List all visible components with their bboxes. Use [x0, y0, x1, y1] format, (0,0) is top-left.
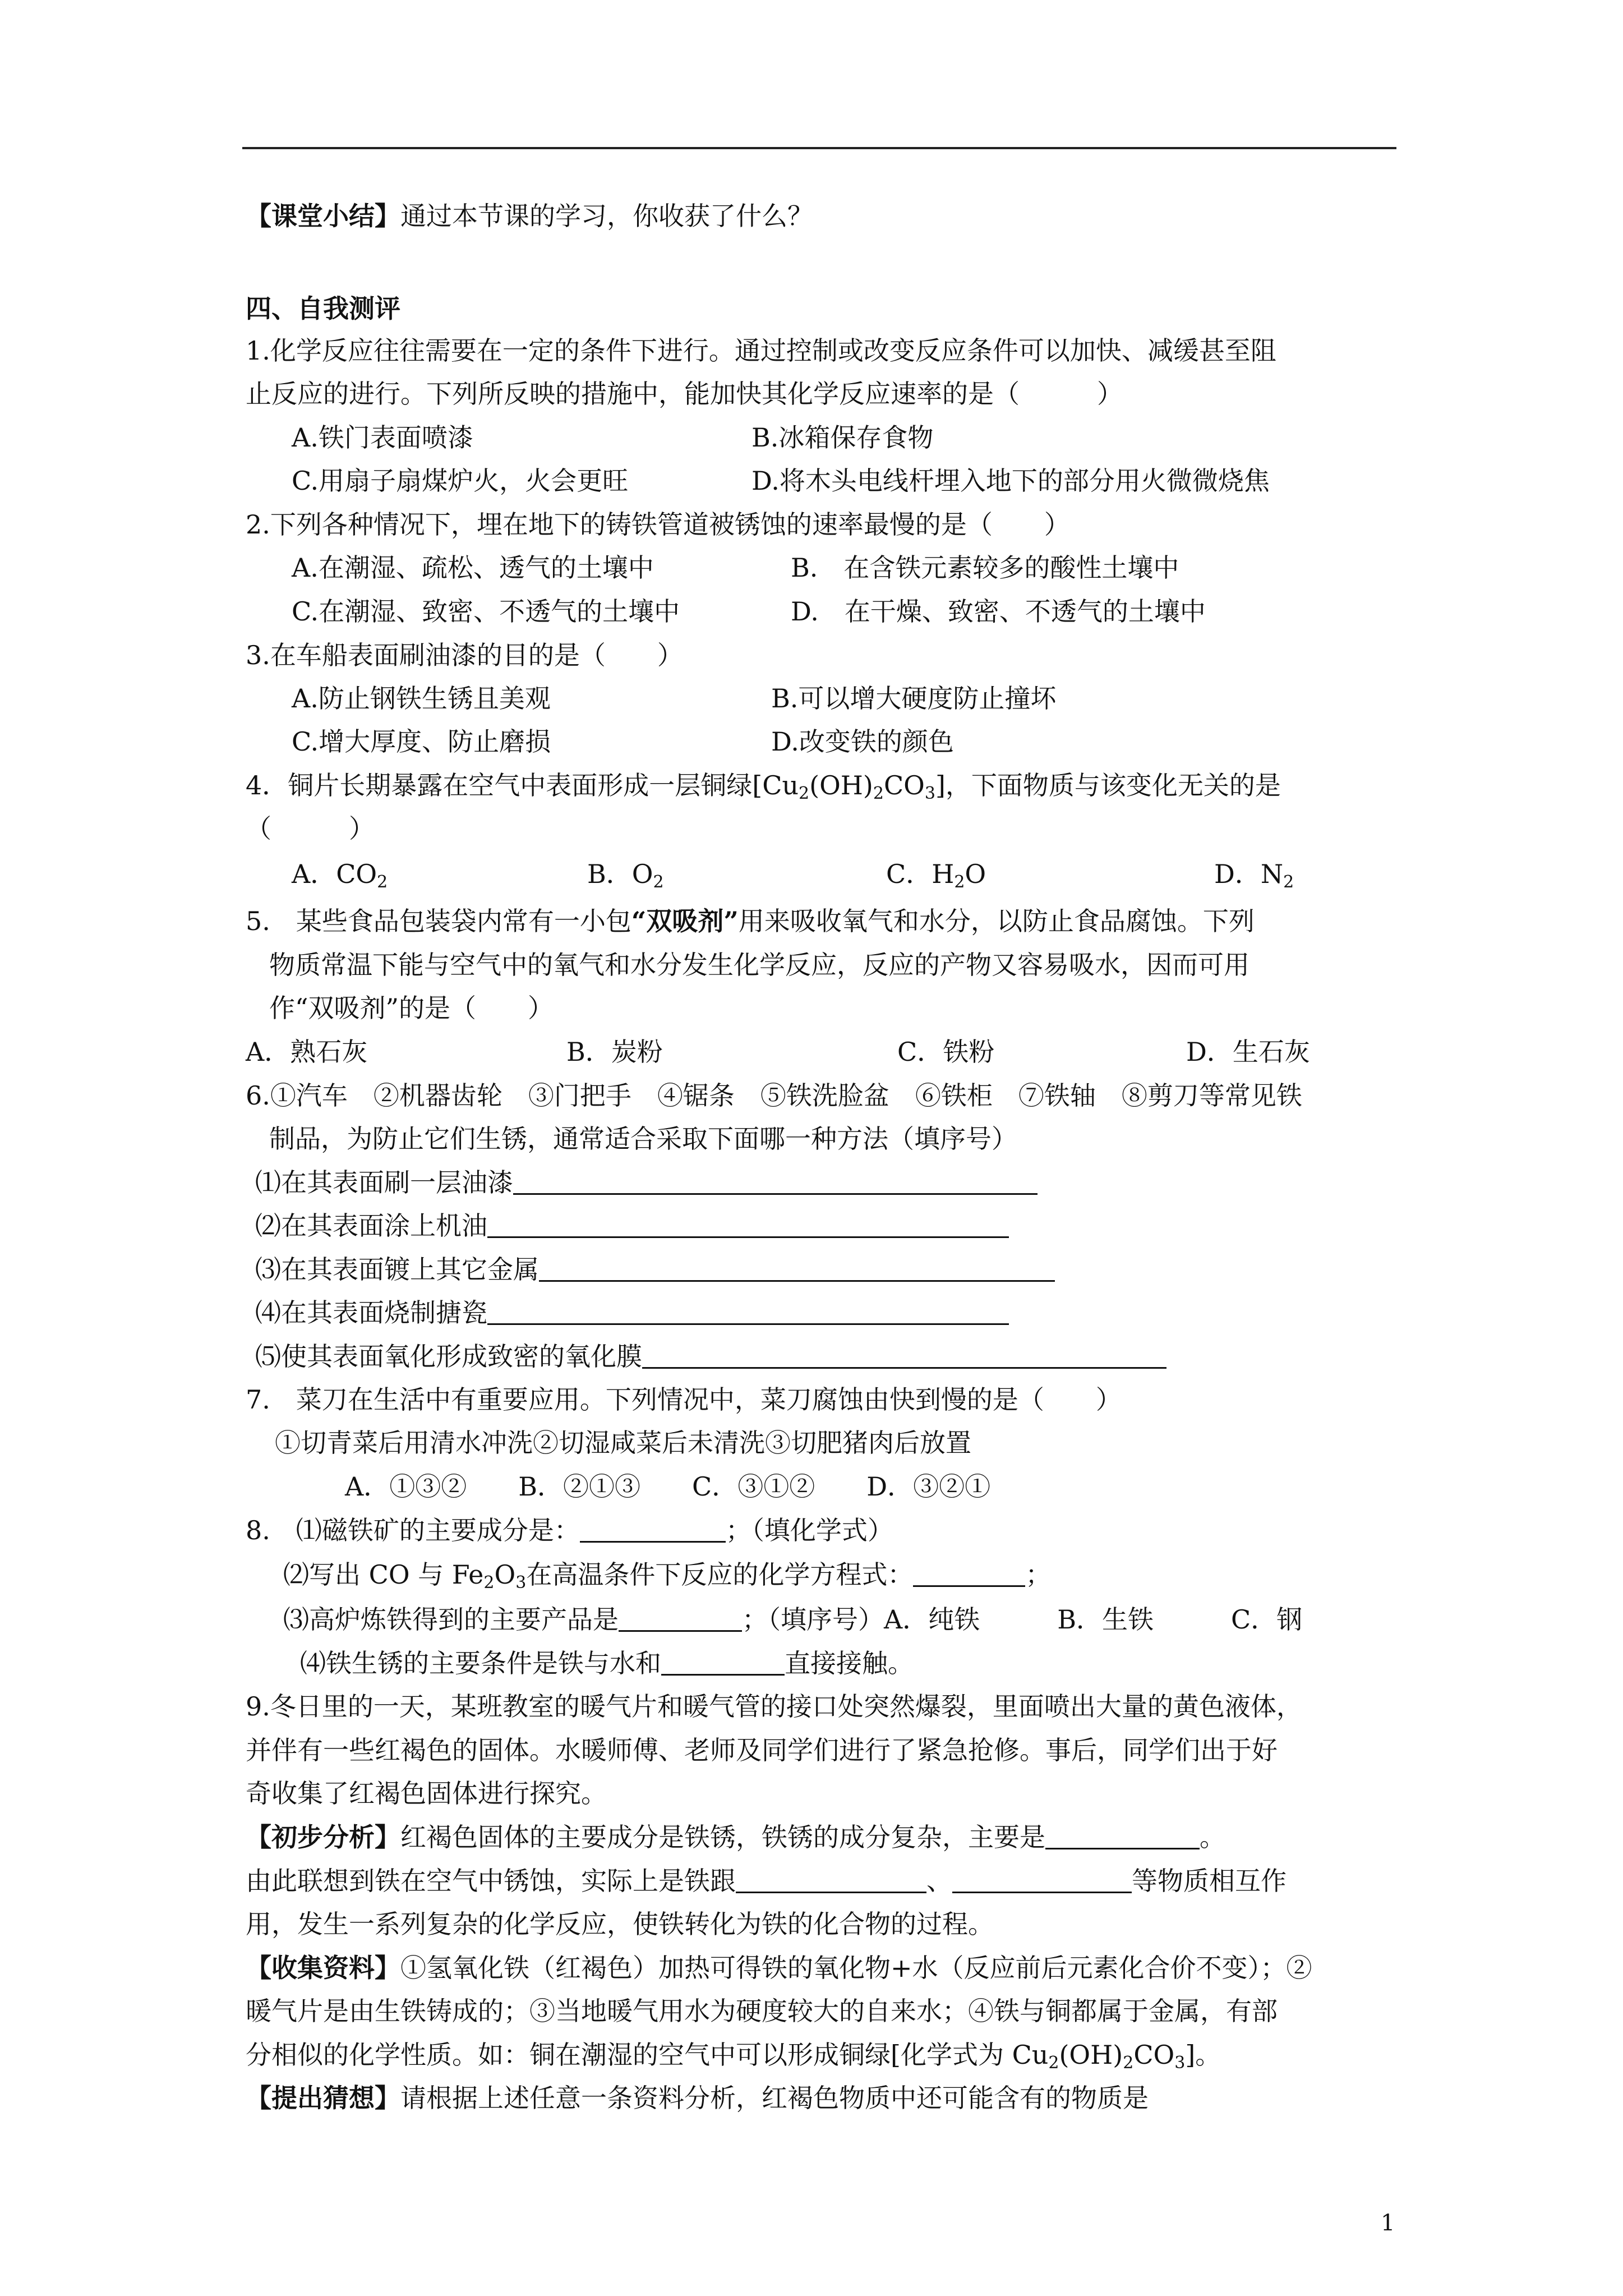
q8-sub3-post: ；（填序号）A．纯铁 B．生铁 C．钢: [742, 1604, 1303, 1635]
q8-sub2-blank[interactable]: [913, 1561, 1025, 1587]
q1-option-a: A.铁门表面喷漆: [292, 422, 473, 453]
q9-hypothesis: [246, 2081, 1149, 2115]
q9-infer-post: 等物质相互作: [1132, 1866, 1287, 1896]
q8-sub4-blank[interactable]: [661, 1649, 785, 1676]
q4-b-text: B．O: [587, 859, 653, 889]
q8-sub1-post: ；（填化学式）: [725, 1515, 893, 1545]
q5-line3: 作“双吸剂”的是（ ）: [269, 993, 554, 1023]
q1-option-b: B.冰箱保存食物: [751, 422, 934, 453]
q4-d-text: D．N: [1214, 859, 1284, 889]
q9-analysis-tag: 【初步分析】: [246, 1822, 400, 1852]
q6-sub1-text: ⑴在其表面刷一层油漆: [255, 1167, 513, 1198]
q9-sub-c: 3: [1174, 2053, 1186, 2073]
q6-sub1-blank[interactable]: [513, 1168, 1038, 1195]
q9-infer-text: 由此联想到铁在空气中锈蚀，实际上是铁跟: [246, 1866, 736, 1896]
q9-analysis-end: 。: [1200, 1822, 1225, 1852]
q8-sub2-sub-b: 3: [515, 1573, 527, 1593]
q6-sub4: [255, 1296, 1009, 1329]
q9-collect: [246, 1951, 1312, 1985]
q3-option-c: C.增大厚度、防止磨损: [292, 726, 551, 757]
q4-sub-a: 2: [799, 784, 810, 803]
q4-option-b: [587, 857, 664, 891]
q6-sub4-blank[interactable]: [487, 1299, 1009, 1325]
q6-sub5-text: ⑸使其表面氧化形成致密的氧化膜: [255, 1341, 642, 1372]
summary-text: 通过本节课的学习，你收获了什么？: [400, 201, 813, 231]
q9-analysis: [246, 1820, 1225, 1854]
q1-line2: 止反应的进行。下列所反映的措施中，能加快其化学反应速率的是（ ）: [246, 379, 1123, 409]
q9-infer-sep: 、: [926, 1866, 952, 1896]
q9-collect-2: 暖气片是由生铁铸成的；③当地暖气用水为硬度较大的自来水；④铁与铜都属于金属，有部: [246, 1996, 1278, 2026]
q8-sub2-post: 在高温条件下反应的化学方程式：: [526, 1559, 914, 1590]
q6-line2: 制品，为防止它们生锈，通常适合采取下面哪一种方法（填序号）: [269, 1124, 1017, 1154]
q4-text-a: 4．铜片长期暴露在空气中表面形成一层铜绿[Cu: [246, 770, 799, 800]
q5-text-b: 用来吸收氧气和水分，以防止食品腐蚀。下列: [738, 906, 1255, 936]
q9-hypothesis-text: 请根据上述任意一条资料分析，红褐色物质中还可能含有的物质是: [400, 2083, 1149, 2113]
q4-b-sub: 2: [653, 872, 664, 892]
q3-line1: 3.在车船表面刷油漆的目的是（ ）: [246, 640, 683, 670]
section-title: 四、自我测评: [246, 293, 400, 324]
q9-line2: 并伴有一些红褐色的固体。水暖师傅、老师及同学们进行了紧急抢修。事后，同学们出于好: [246, 1735, 1278, 1765]
q5-option-a: A．熟石灰: [246, 1037, 368, 1067]
q8-sub2-sub-a: 2: [483, 1573, 495, 1593]
q6-sub2-blank[interactable]: [487, 1212, 1009, 1238]
q4-d-sub: 2: [1283, 872, 1294, 892]
q9-sub-b: 2: [1123, 2053, 1134, 2073]
q4-a-sub: 2: [377, 872, 388, 892]
q5-option-d: D．生石灰: [1186, 1037, 1310, 1067]
q9-line1: 9.冬日里的一天，某班教室的暖气片和暖气管的接口处突然爆裂，里面喷出大量的黄色液体，: [246, 1691, 1302, 1722]
q6-sub1: [255, 1166, 1038, 1199]
q4-sub-c: 3: [924, 784, 935, 803]
q8-sub2-end: ；: [1025, 1559, 1052, 1590]
q6-sub2-text: ⑵在其表面涂上机油: [255, 1211, 487, 1241]
q2-option-c: C.在潮湿、致密、不透气的土壤中: [292, 596, 680, 627]
q8-sub3-text: ⑶高炉炼铁得到的主要产品是: [283, 1604, 619, 1635]
q5-option-b: B．炭粉: [566, 1037, 663, 1067]
q6-sub2: [255, 1209, 1009, 1243]
summary-tag: 【课堂小结】: [246, 201, 400, 231]
q9-infer-blank-2[interactable]: [952, 1867, 1132, 1893]
q4-c-text2: O: [965, 859, 986, 889]
q3-option-a: A.防止钢铁生锈且美观: [292, 683, 551, 714]
q8-sub2-text: ⑵写出 CO 与 Fe: [283, 1559, 484, 1590]
q4-option-d: [1214, 857, 1294, 891]
q4-text-b: (OH): [809, 770, 873, 800]
q9-collect-3-post: ]。: [1185, 2040, 1221, 2070]
q3-option-d: D.改变铁的颜色: [771, 726, 954, 757]
q5-option-c: C．铁粉: [897, 1037, 995, 1067]
q8-sub1-blank[interactable]: [580, 1516, 726, 1543]
q9-line3: 奇收集了红褐色固体进行探究。: [246, 1778, 607, 1809]
q6-sub3: [255, 1253, 1055, 1286]
q9-infer-cont: 用，发生一系列复杂的化学反应，使铁转化为铁的化合物的过程。: [246, 1909, 994, 1939]
q9-collect-tag: 【收集资料】: [246, 1953, 400, 1983]
q7-line1: 7. 菜刀在生活中有重要应用。下列情况中，菜刀腐蚀由快到慢的是（ ）: [246, 1384, 1122, 1415]
q8-sub3: [283, 1603, 1302, 1636]
summary-line: [246, 199, 813, 233]
q4-text-d: ]，下面物质与该变化无关的是: [935, 770, 1281, 800]
q8-sub3-blank[interactable]: [619, 1605, 742, 1632]
q5-line1: [246, 904, 1255, 938]
q1-line1: 1.化学反应往往需要在一定的条件下进行。通过控制或改变反应条件可以加快、减缓甚至阻: [246, 335, 1276, 366]
q4-line2: （ ）: [246, 813, 375, 844]
q6-sub3-blank[interactable]: [539, 1255, 1055, 1282]
q9-collect-3: [246, 2038, 1221, 2072]
q2-option-d: D. 在干燥、致密、不透气的土壤中: [791, 596, 1206, 627]
page-number: 1: [1381, 2210, 1395, 2236]
q5-text-a: 5. 某些食品包装袋内常有一小包: [246, 906, 631, 936]
q9-analysis-text: 红褐色固体的主要成分是铁锈，铁锈的成分复杂，主要是: [400, 1822, 1045, 1852]
q4-a-text: A．CO: [292, 859, 377, 889]
q4-c-sub: 2: [954, 872, 965, 892]
q7-line2: ①切青菜后用清水冲洗②切湿咸菜后未清洗③切肥猪肉后放置: [275, 1428, 971, 1458]
q1-option-d: D.将木头电线杆埋入地下的部分用火微微烧焦: [751, 466, 1270, 496]
q9-collect-text: ①氢氧化铁（红褐色）加热可得铁的氧化物+水（反应前后元素化合价不变）；②: [400, 1953, 1312, 1983]
q4-sub-b: 2: [873, 784, 884, 803]
q9-mid-a: (OH): [1059, 2040, 1123, 2070]
q9-collect-3-text: 分相似的化学性质。如：铜在潮湿的空气中可以形成铜绿[化学式为 Cu: [246, 2040, 1049, 2070]
q6-line1: 6.①汽车 ②机器齿轮 ③门把手 ④锯条 ⑤铁洗脸盆 ⑥铁柜 ⑦铁轴 ⑧剪刀等常见铁: [246, 1080, 1302, 1111]
q8-sub1-text: 8. ⑴磁铁矿的主要成分是：: [246, 1515, 580, 1545]
q4-option-a: [292, 857, 388, 891]
q7-options: A．①③② B．②①③ C．③①② D．③②①: [345, 1471, 991, 1502]
q8-sub2-mid: O: [494, 1559, 516, 1590]
q9-infer-blank-1[interactable]: [736, 1867, 926, 1893]
q9-analysis-blank[interactable]: [1045, 1823, 1200, 1849]
q9-hypothesis-tag: 【提出猜想】: [246, 2083, 400, 2113]
q5-line2: 物质常温下能与空气中的氧气和水分发生化学反应，反应的产物又容易吸水，因而可用: [269, 950, 1249, 980]
q4-option-c: [886, 857, 986, 891]
q4-c-text: C．H: [886, 859, 955, 889]
q8-sub1: [246, 1513, 893, 1547]
q1-option-c: C.用扇子扇煤炉火，火会更旺: [292, 466, 629, 496]
q8-sub4-text: ⑷铁生锈的主要条件是铁与水和: [300, 1648, 661, 1678]
q9-mid-b: CO: [1133, 2040, 1175, 2070]
q6-sub5: [255, 1340, 1166, 1373]
q6-sub4-text: ⑷在其表面烧制搪瓷: [255, 1297, 487, 1328]
q2-line1: 2.下列各种情况下，埋在地下的铸铁管道被锈蚀的速率最慢的是（ ）: [246, 509, 1070, 540]
q3-option-b: B.可以增大硬度防止撞坏: [771, 683, 1057, 714]
q2-option-a: A.在潮湿、疏松、透气的土壤中: [292, 553, 654, 583]
q9-sub-a: 2: [1048, 2053, 1059, 2073]
q6-sub3-text: ⑶在其表面镀上其它金属: [255, 1254, 539, 1285]
q6-sub5-blank[interactable]: [642, 1342, 1166, 1369]
q4-text-c: CO: [883, 770, 925, 800]
q4-line1: [246, 769, 1281, 802]
q8-sub2: [283, 1558, 1051, 1591]
q5-text-bold: “双吸剂”: [631, 906, 739, 936]
q2-option-b: B. 在含铁元素较多的酸性土壤中: [791, 553, 1179, 583]
q8-sub4: [300, 1646, 914, 1680]
q9-infer: [246, 1864, 1287, 1898]
q8-sub4-post: 直接接触。: [785, 1648, 914, 1678]
header-rule: [242, 147, 1396, 149]
